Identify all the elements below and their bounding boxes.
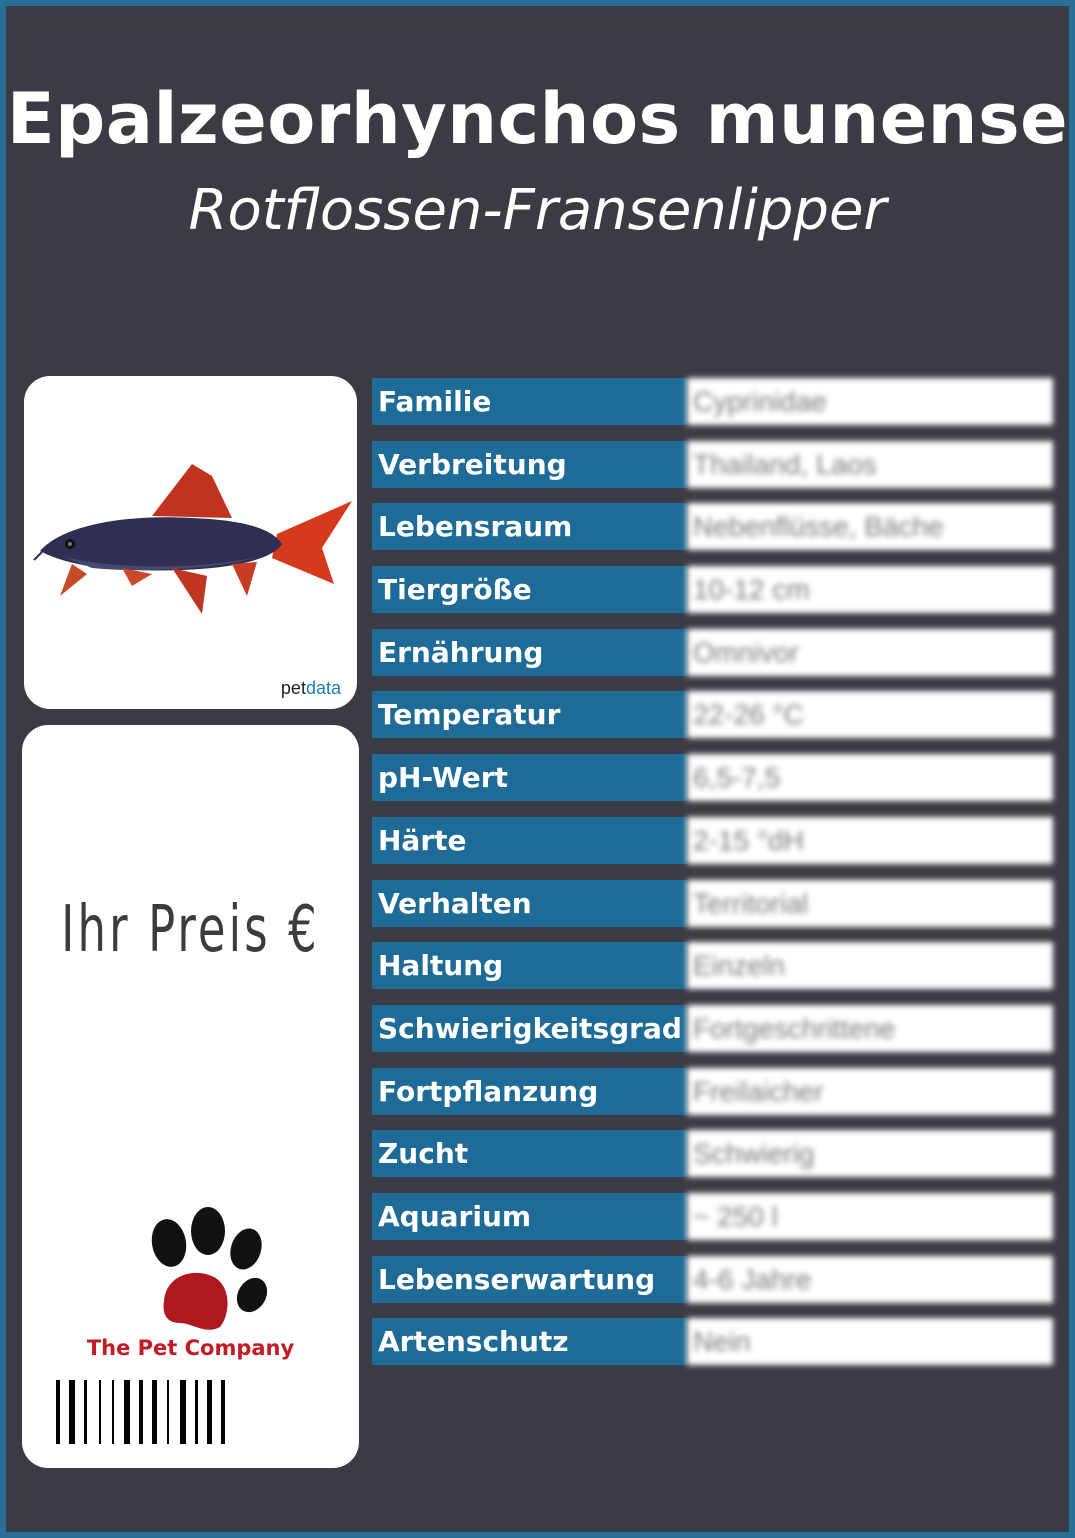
info-row	[372, 629, 1053, 676]
info-row	[372, 691, 1053, 738]
barcode-bar	[124, 1380, 130, 1444]
barcode-bar	[84, 1380, 87, 1444]
barcode-bar	[207, 1380, 212, 1444]
barcode-bar	[56, 1380, 60, 1444]
info-row	[372, 754, 1053, 801]
fish-image	[32, 456, 352, 626]
info-value: Schwierig	[687, 1130, 1053, 1177]
barcode-bar	[139, 1380, 143, 1444]
barcode	[56, 1380, 336, 1444]
info-row	[372, 1068, 1053, 1115]
info-label: Schwierigkeitsgrad	[372, 1005, 687, 1052]
barcode-bar	[99, 1380, 101, 1444]
info-value: Fortgeschrittene	[687, 1005, 1053, 1052]
info-value: Nebenflüsse, Bäche	[687, 503, 1053, 550]
barcode-bar	[180, 1380, 186, 1444]
fish-photo-panel	[24, 376, 357, 709]
info-value: Nein	[687, 1318, 1053, 1365]
info-label: Lebensraum	[372, 503, 687, 550]
barcode-bar	[167, 1380, 169, 1444]
info-row	[372, 1193, 1053, 1240]
info-label: pH-Wert	[372, 754, 687, 801]
barcode-bar	[69, 1380, 75, 1444]
info-label: Härte	[372, 817, 687, 864]
info-value: Freilaicher	[687, 1068, 1053, 1115]
info-label: Lebenserwartung	[372, 1256, 687, 1303]
info-row	[372, 566, 1053, 613]
info-label: Zucht	[372, 1130, 687, 1177]
species-info-table	[372, 378, 1053, 1381]
info-row	[372, 1005, 1053, 1052]
info-row	[372, 942, 1053, 989]
barcode-bar	[112, 1380, 114, 1444]
info-label: Familie	[372, 378, 687, 425]
barcode-bar	[221, 1380, 225, 1444]
info-row	[372, 817, 1053, 864]
info-label: Artenschutz	[372, 1318, 687, 1365]
info-value: 10-12 cm	[687, 566, 1053, 613]
info-value: Einzeln	[687, 942, 1053, 989]
info-value: ~ 250 l	[687, 1193, 1053, 1240]
info-value: Territorial	[687, 880, 1053, 927]
info-value: 6,5-7,5	[687, 754, 1053, 801]
info-label: Fortpflanzung	[372, 1068, 687, 1115]
info-value: Cyprinidae	[687, 378, 1053, 425]
info-row	[372, 1130, 1053, 1177]
price-card	[6, 6, 1069, 1532]
info-label: Aquarium	[372, 1193, 687, 1240]
paw-logo-icon	[134, 1205, 274, 1335]
barcode-bar	[152, 1380, 157, 1444]
barcode-bar	[195, 1380, 198, 1444]
info-label: Verbreitung	[372, 441, 687, 488]
info-row	[372, 441, 1053, 488]
info-label: Verhalten	[372, 880, 687, 927]
info-value: Omnivor	[687, 629, 1053, 676]
common-name: Rotflossen-Fransenlipper	[188, 178, 887, 243]
company-name: The Pet Company	[86, 1336, 295, 1360]
info-label: Temperatur	[372, 691, 687, 738]
info-row	[372, 1256, 1053, 1303]
info-value: 2-15 °dH	[687, 817, 1053, 864]
info-value: 22-26 °C	[687, 691, 1053, 738]
info-value: 4-6 Jahre	[687, 1256, 1053, 1303]
price-label: Ihr Preis €	[61, 893, 320, 967]
info-row	[372, 378, 1053, 425]
info-row	[372, 880, 1053, 927]
petdata-logo: petdata	[280, 678, 341, 698]
info-row	[372, 503, 1053, 550]
price-panel	[22, 725, 359, 1468]
info-label: Tiergröße	[372, 566, 687, 613]
info-row	[372, 1318, 1053, 1365]
info-label: Haltung	[372, 942, 687, 989]
info-label: Ernährung	[372, 629, 687, 676]
info-value: Thailand, Laos	[687, 441, 1053, 488]
scientific-name: Epalzeorhynchos munense	[6, 78, 1069, 160]
